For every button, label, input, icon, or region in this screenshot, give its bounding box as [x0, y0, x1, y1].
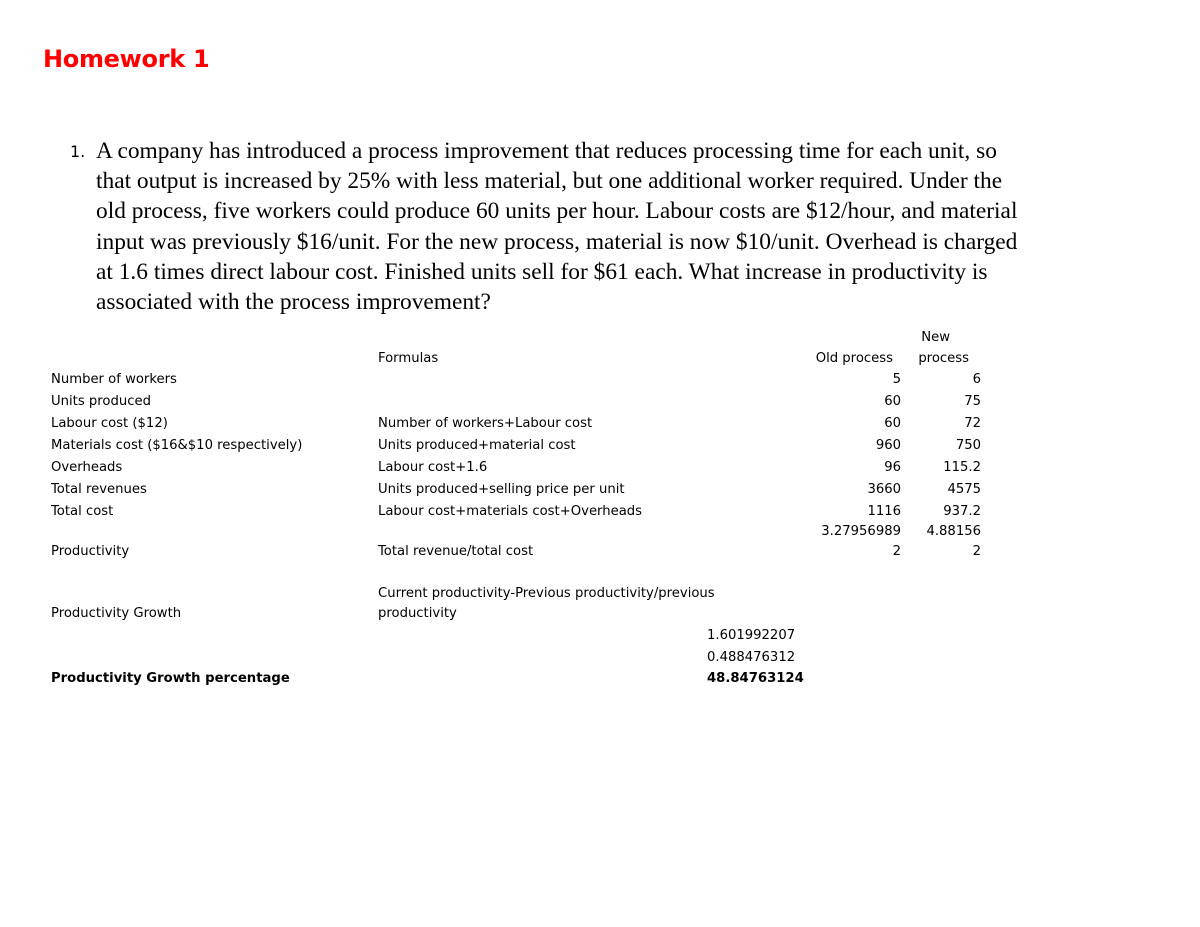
question-line: old process, five workers could produce 60 units per hour. Labour costs are $12/hour, and material [96, 198, 1018, 225]
growth-value-2: 0.488476312 [707, 650, 796, 665]
ratio-new-value: 4.88156 [926, 524, 981, 539]
row-formula: Labour cost+materials cost+Overheads [378, 504, 643, 519]
growth-percentage-value: 48.84763124 [707, 671, 804, 686]
row-old-value: 96 [884, 460, 901, 475]
row-new-value: 6 [972, 372, 981, 387]
row-new-value: 750 [955, 438, 981, 453]
question-line: associated with the process improvement? [96, 289, 491, 316]
header-formulas: Formulas [378, 351, 439, 366]
header-new-line1: New [921, 330, 950, 345]
row-label: Overheads [51, 460, 123, 475]
row-new-value: 115.2 [943, 460, 981, 475]
question-line: at 1.6 times direct labour cost. Finished units sell for $61 each. What increase in productivity is [96, 258, 988, 285]
row-formula: Labour cost+1.6 [378, 460, 488, 475]
header-old-process: Old process [815, 351, 893, 366]
row-new-value: 4575 [947, 482, 981, 497]
question-number: 1. [70, 142, 86, 161]
growth-value-1: 1.601992207 [707, 628, 796, 643]
row-old-value: 960 [875, 438, 901, 453]
row-old-value: 3660 [867, 482, 901, 497]
row-new-value: 75 [964, 394, 981, 409]
row-label: Units produced [51, 394, 151, 409]
question-line: that output is increased by 25% with less material, but one additional worker required. Under the [96, 168, 1003, 195]
ratio-old-value: 3.27956989 [821, 524, 901, 539]
row-label: Total revenues [51, 482, 147, 497]
growth-label: Productivity Growth [51, 606, 182, 621]
productivity-new-value: 2 [972, 544, 981, 559]
growth-formula-line1: Current productivity-Previous productivity/previous [378, 586, 715, 601]
question-line: A company has introduced a process improvement that reduces processing time for each unit, so [96, 138, 997, 164]
page-title: Homework 1 [43, 45, 210, 73]
question-line: input was previously $16/unit. For the new process, material is now $10/unit. Overhead is charged [96, 228, 1018, 255]
productivity-old-value: 2 [892, 544, 901, 559]
row-label: Materials cost ($16&$10 respectively) [51, 438, 303, 453]
row-formula: Number of workers+Labour cost [378, 416, 593, 431]
row-formula: Units produced+selling price per unit [378, 482, 625, 497]
growth-formula-line2: productivity [378, 606, 457, 621]
row-label: Total cost [51, 504, 114, 519]
row-label: Number of workers [51, 372, 177, 387]
row-old-value: 5 [892, 372, 901, 387]
question-text [96, 136, 1066, 317]
row-label: Labour cost ($12) [51, 416, 168, 431]
row-new-value: 937.2 [943, 504, 981, 519]
header-new-line2: process [918, 351, 969, 366]
row-formula: Units produced+material cost [378, 438, 576, 453]
growth-percentage-label: Productivity Growth percentage [51, 671, 290, 686]
productivity-label: Productivity [51, 544, 130, 559]
row-old-value: 60 [884, 416, 901, 431]
row-old-value: 1116 [867, 504, 901, 519]
row-old-value: 60 [884, 394, 901, 409]
row-new-value: 72 [964, 416, 981, 431]
productivity-formula: Total revenue/total cost [378, 544, 534, 559]
